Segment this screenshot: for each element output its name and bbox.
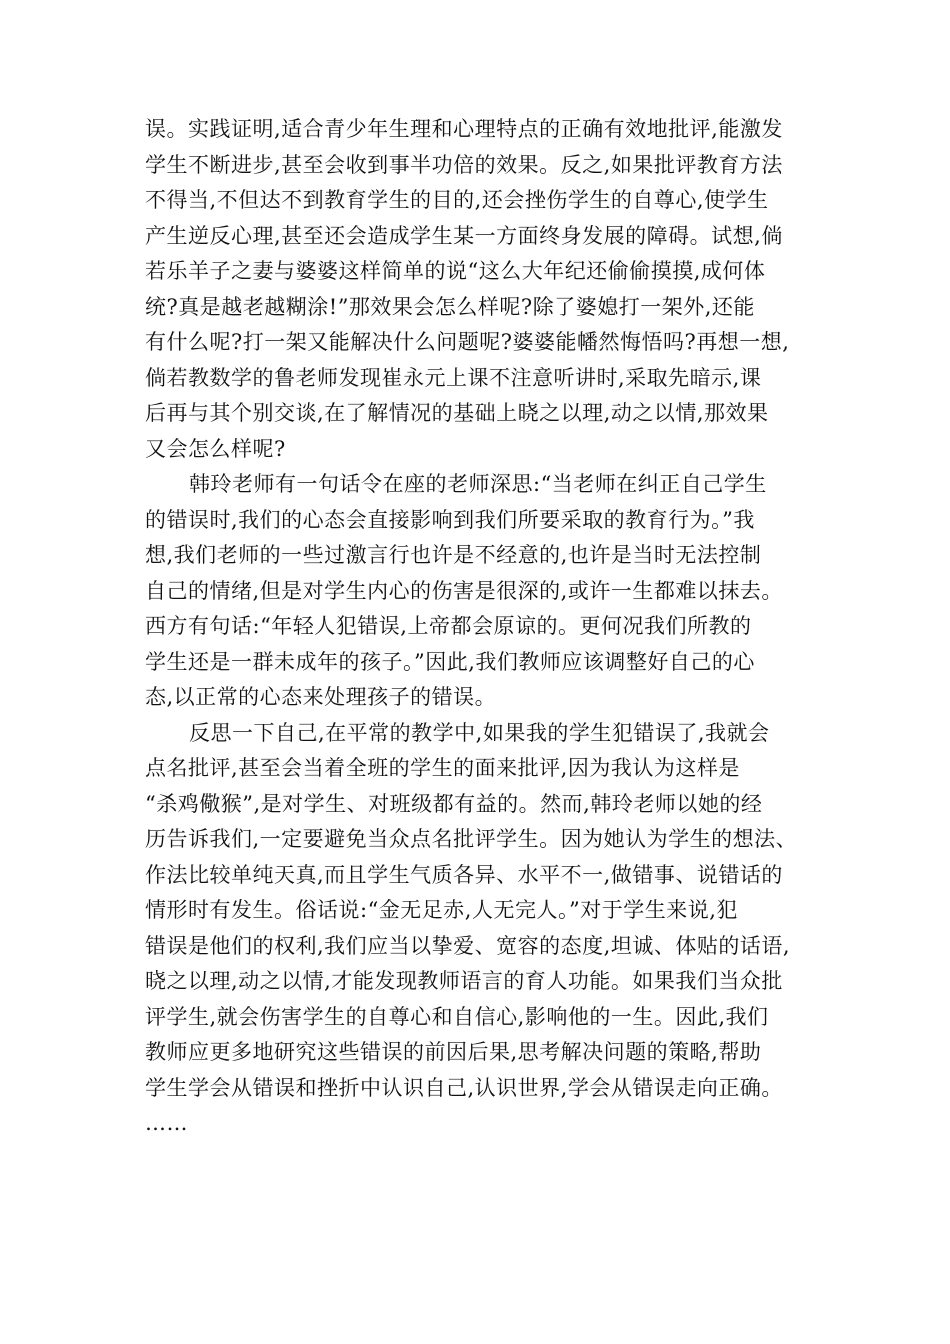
text-line: 学生学会从错误和挫折中认识自己,认识世界,学会从错误走向正确。	[145, 1075, 783, 1100]
text-line: 情形时有发生。俗话说:“金无足赤,人无完人。”对于学生来说,犯	[145, 898, 738, 922]
text-line: 的错误时,我们的心态会直接影响到我们所要采取的教育行为。”我	[145, 507, 755, 532]
text-line: 学生还是一群未成年的孩子。”因此,我们教师应该调整好自己的心	[145, 649, 755, 674]
text-line: 错误是他们的权利,我们应当以挚爱、宽容的态度,坦诚、体贴的话语,	[145, 933, 791, 958]
text-line: 产生逆反心理,甚至还会造成学生某一方面终身发展的障碍。试想,倘	[145, 223, 783, 248]
text-line: 反思一下自己,在平常的教学中,如果我的学生犯错误了,我就会	[189, 720, 770, 745]
text-line: 历告诉我们,一定要避免当众点名批评学生。因为她认为学生的想法、	[145, 827, 798, 851]
text-line: 点名批评,甚至会当着全班的学生的面来批评,因为我认为这样是	[145, 756, 740, 780]
text-line: 态,以正常的心态来处理孩子的错误。	[145, 685, 497, 709]
text-line: 有什么呢?打一架又能解决什么问题呢?婆婆能幡然悔悟吗?再想一想,	[145, 330, 790, 354]
text-line: 教师应更多地研究这些错误的前因后果,思考解决问题的策略,帮助	[145, 1040, 762, 1064]
text-line: 误。实践证明,适合青少年生理和心理特点的正确有效地批评,能激发	[145, 117, 783, 141]
text-line: 又会怎么样呢?	[145, 436, 286, 461]
text-line: 统?真是越老越糊涂!”那效果会怎么样呢?除了婆媳打一架外,还能	[145, 294, 755, 319]
text-line: “杀鸡儆猴”,是对学生、对班级都有益的。然而,韩玲老师以她的经	[145, 791, 763, 816]
text-line: 晓之以理,动之以情,才能发现教师语言的育人功能。如果我们当众批	[145, 969, 783, 993]
text-line: 学生不断进步,甚至会收到事半功倍的效果。反之,如果批评教育方法	[145, 152, 783, 177]
text-line: 倘若教数学的鲁老师发现崔永元上课不注意听讲时,采取先暗示,课	[145, 365, 762, 390]
text-line: 不得当,不但达不到教育学生的目的,还会挫伤学生的自尊心,使学生	[145, 188, 769, 212]
text-line: 韩玲老师有一句话令在座的老师深思:“当老师在纠正自己学生	[189, 472, 767, 496]
text-line: 西方有句话:“年轻人犯错误,上帝都会原谅的。更何况我们所教的	[145, 614, 752, 638]
text-line: 后再与其个别交谈,在了解情况的基础上晓之以理,动之以情,那效果	[145, 401, 769, 425]
text-line: 作法比较单纯天真,而且学生气质各异、水平不一,做错事、说错话的	[145, 862, 783, 887]
text-line: ……	[145, 1111, 188, 1135]
text-line: 自己的情绪,但是对学生内心的伤害是很深的,或许一生都难以抹去。	[145, 578, 783, 603]
text-line: 想,我们老师的一些过激言行也许是不经意的,也许是当时无法控制	[145, 543, 762, 567]
text-line: 若乐羊子之妻与婆婆这样简单的说“这么大年纪还偷偷摸摸,成何体	[145, 259, 766, 283]
text-line: 评学生,就会伤害学生的自尊心和自信心,影响他的一生。因此,我们	[145, 1004, 769, 1029]
document-body	[145, 112, 810, 1142]
